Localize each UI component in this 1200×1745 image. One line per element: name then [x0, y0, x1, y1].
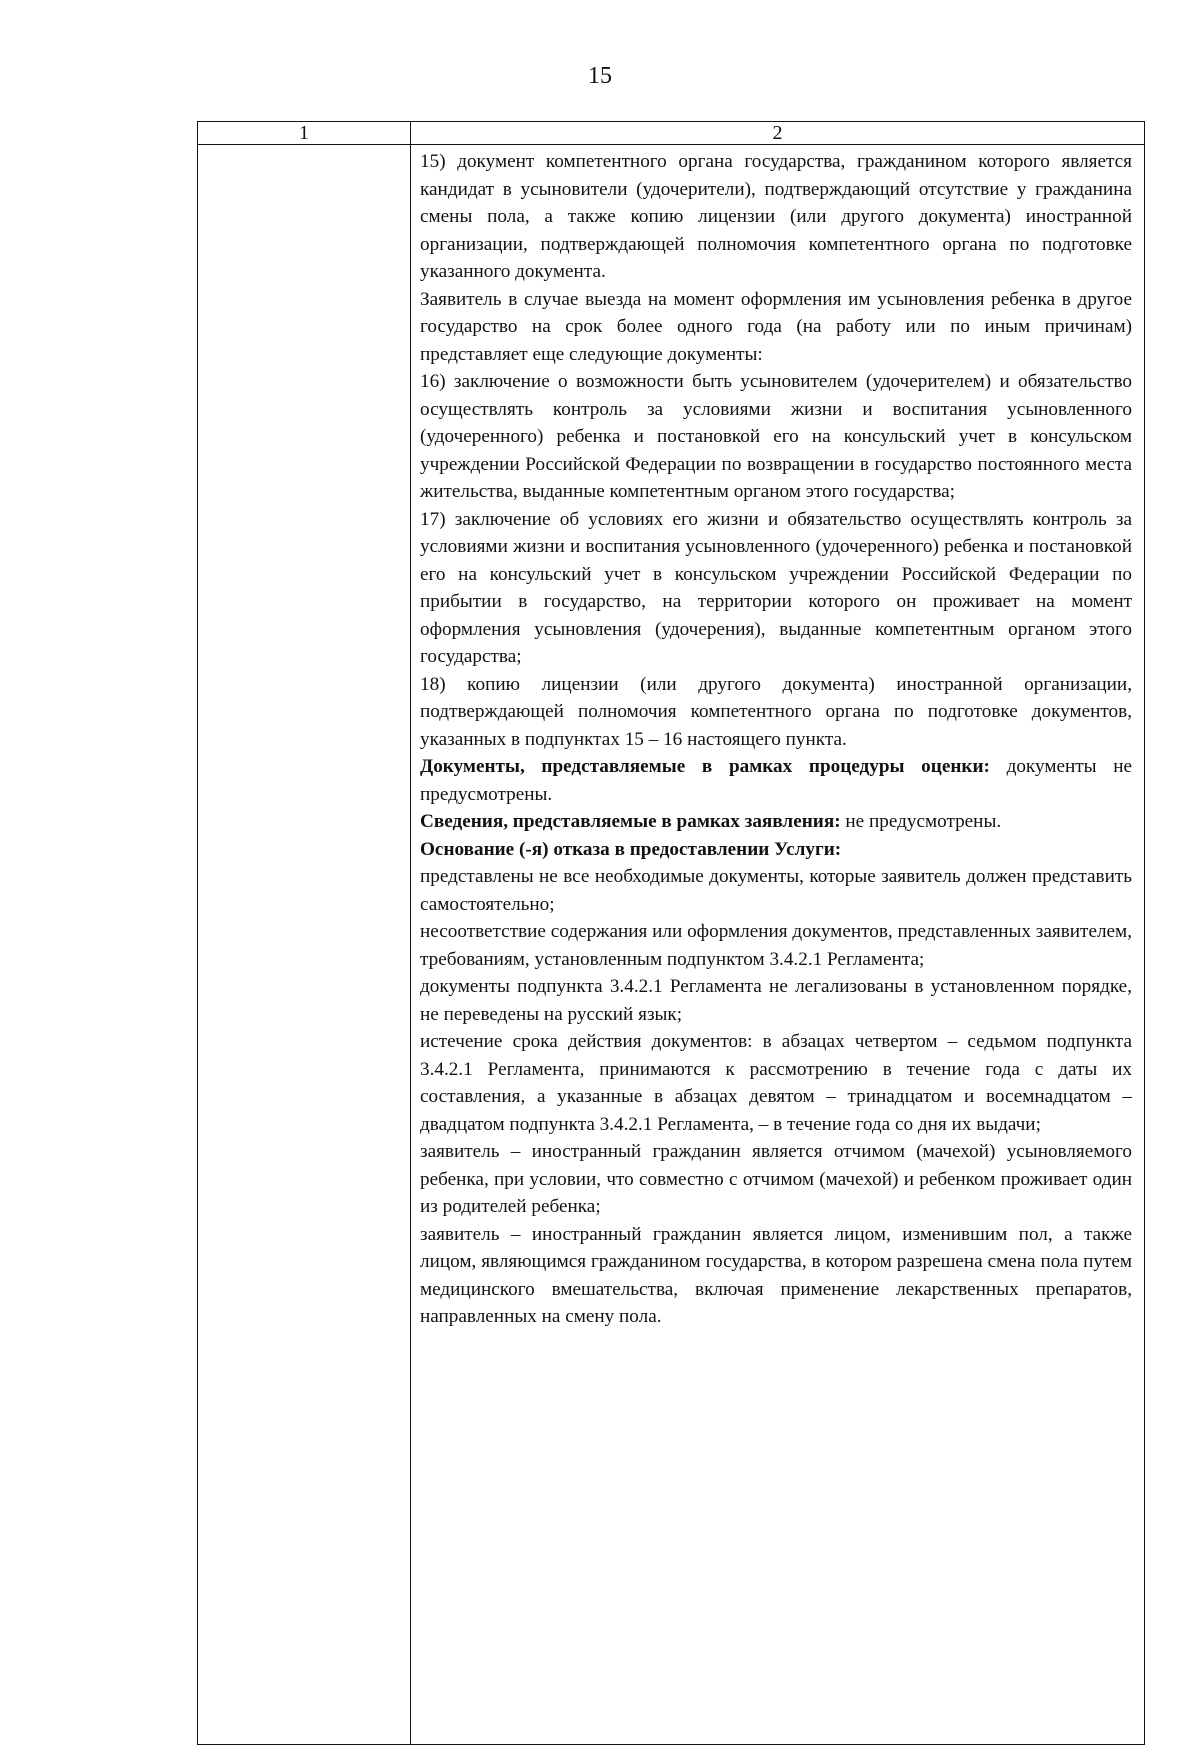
- column-header-1: 1: [198, 122, 411, 145]
- paragraph-refusal-ground-5: [420, 1138, 1132, 1221]
- paragraph-heading: Основание (-я) отказа в предоставлении Услуги:: [420, 838, 842, 860]
- paragraph-heading: Сведения, представляемые в рамках заявления:: [420, 811, 841, 832]
- paragraph-item-16: [420, 368, 1132, 506]
- paragraph-text: истечение срока действия документов: в абзацах четвертом – седьмом подпункта 3.4.2.1 Регламента, принимаются к рассмотрению в течение года с даты их составления, а указанные в абзацах девятом – тринадцатом и восемнадцатом – двадцатом подпункта 3.4.2.1 Регламента, – в течение года со дня их выдачи;: [420, 1031, 1132, 1135]
- table-header-row: [198, 122, 1145, 145]
- paragraph-refusal-ground-6: [420, 1221, 1132, 1331]
- paragraph-refusal-grounds-heading: [420, 836, 1132, 864]
- paragraph-text: представлены не все необходимые документы, которые заявитель должен представить самостоятельно;: [420, 866, 1132, 915]
- paragraph-refusal-ground-4: [420, 1028, 1132, 1138]
- paragraph-assessment-documents: [420, 753, 1132, 808]
- paragraph-refusal-ground-1: [420, 863, 1132, 918]
- column-2-content: [411, 145, 1145, 1745]
- paragraph-item-15: [420, 148, 1132, 286]
- paragraph-applicant-abroad: [420, 286, 1132, 369]
- paragraph-item-18: [420, 671, 1132, 754]
- paragraph-text: 17) заключение об условиях его жизни и обязательство осуществлять контроль за условиями жизни и воспитания усыновленного (удочеренного) ребенка и постановкой его на консульский учет в консульском учреждении Российской Федерации по прибытии в государство, на территории которого он проживает на момент оформления усыновления (удочерения), выданные компетентным органом этого государства;: [420, 508, 1132, 667]
- paragraph-text: 18) копию лицензии (или другого документа) иностранной организации, подтверждающей полномочия компетентного органа по подготовке документов, указанных в подпунктах 15 – 16 настоящего пункта.: [420, 673, 1132, 750]
- paragraph-heading: Документы, представляемые в рамках процедуры оценки:: [420, 756, 990, 777]
- paragraph-text: 15) документ компетентного органа государства, гражданином которого является кандидат в усыновители (удочерители), подтверждающий отсутствие у гражданина смены пола, а также копию лицензии (или другого документа) иностранной организации, подтверждающей полномочия компетентного органа по подготовке указанного документа.: [420, 151, 1132, 282]
- paragraph-text: не предусмотрены.: [840, 811, 1002, 832]
- table-content-row: [198, 145, 1145, 1745]
- paragraph-item-17: [420, 506, 1132, 671]
- paragraph-text: заявитель – иностранный гражданин является отчимом (мачехой) усыновляемого ребенка, при условии, что совместно с отчимом (мачехой) и ребенком проживает один из родителей ребенка;: [420, 1141, 1132, 1217]
- paragraph-refusal-ground-2: [420, 918, 1132, 973]
- paragraph-application-info: [420, 808, 1132, 836]
- document-table: [197, 121, 1145, 1745]
- column-1-cell: [198, 145, 411, 1745]
- paragraph-text: документы подпункта 3.4.2.1 Регламента не легализованы в установленном порядке, не переведены на русский язык;: [420, 976, 1132, 1025]
- paragraph-text: Заявитель в случае выезда на момент оформления им усыновления ребенка в другое государство на срок более одного года (на работу или по иным причинам) представляет еще следующие документы:: [420, 288, 1132, 365]
- paragraph-refusal-ground-3: [420, 973, 1132, 1028]
- page-number: 15: [588, 63, 612, 89]
- column-header-2: 2: [411, 122, 1145, 145]
- paragraph-text: заявитель – иностранный гражданин является лицом, изменившим пол, а также лицом, являющимся гражданином государства, в котором разрешена смена пола путем медицинского вмешательства, включая применение лекарственных препаратов, направленных на смену пола.: [420, 1223, 1132, 1327]
- paragraph-text: несоответствие содержания или оформления документов, представленных заявителем, требованиям, установленным подпунктом 3.4.2.1 Регламента;: [420, 921, 1132, 970]
- paragraph-text: документы не предусмотрены.: [420, 756, 1132, 805]
- paragraph-text: 16) заключение о возможности быть усыновителем (удочерителем) и обязательство осуществлять контроль за условиями жизни и воспитания усыновленного (удочеренного) ребенка и постановкой его на консульский учет в консульском учреждении Российской Федерации по возвращении в государство постоянного места жительства, выданные компетентным органом этого государства;: [420, 371, 1132, 502]
